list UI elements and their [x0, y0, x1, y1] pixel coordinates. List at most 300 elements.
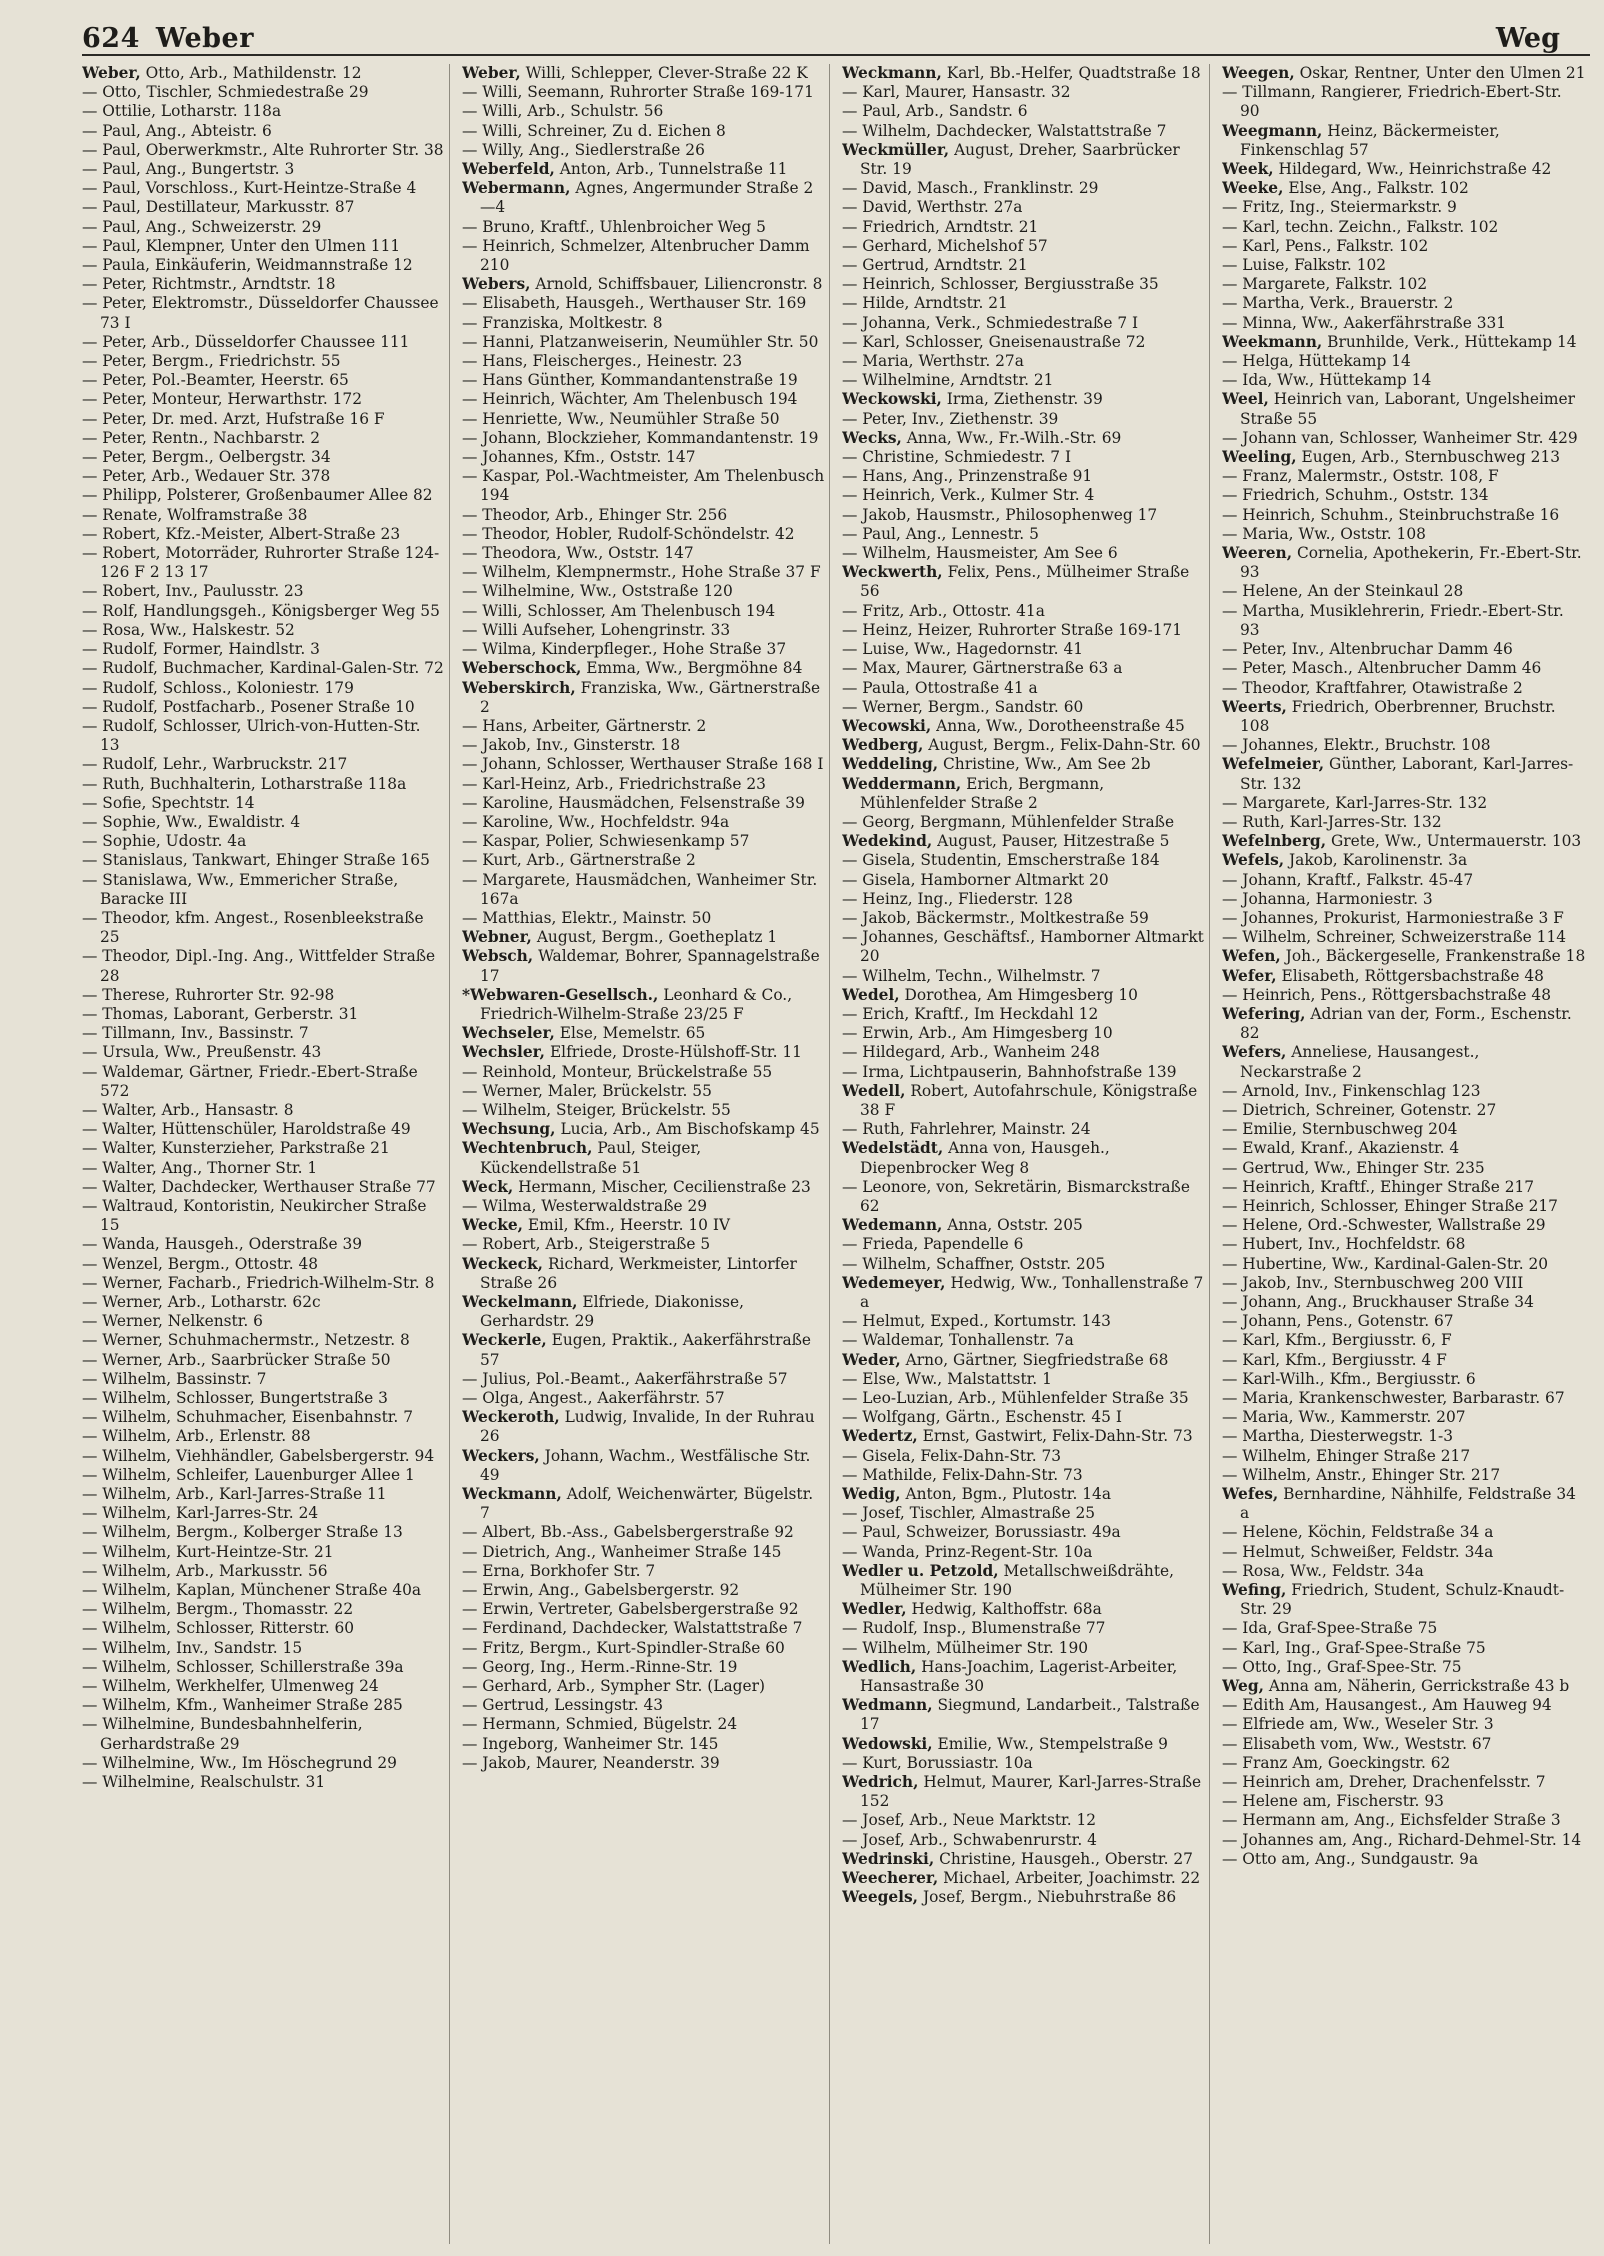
entry-details: Friedrich, Oberbrenner, Bruchstr. 108	[1240, 697, 1556, 735]
entry-details: — Theodora, Ww., Oststr. 147	[462, 544, 694, 563]
entry-details: — Theodor, Kraftfahrer, Otawistraße 2	[1222, 678, 1523, 697]
directory-entry	[842, 1351, 1205, 1370]
entry-surname: Weckers,	[462, 1446, 540, 1465]
entry-details: — Helmut, Schweißer, Feldstr. 34a	[1222, 1542, 1494, 1561]
entry-surname: Weddermann,	[842, 774, 962, 793]
entry-details: — Hans, Arbeiter, Gärtnerstr. 2	[462, 716, 707, 735]
entry-surname: Wedig,	[842, 1485, 901, 1504]
entry-details: Anton, Bgm., Plutostr. 14a	[900, 1485, 1111, 1504]
entry-details: — Rudolf, Schlosser, Ulrich-von-Hutten-Str. 13	[82, 716, 421, 755]
entry-details: — Kaspar, Pol.-Wachtmeister, Am Thelenbusch 194	[462, 467, 825, 505]
entry-details: August, Dreher, Saarbrücker Str. 19	[860, 140, 1180, 179]
entry-surname: Weecherer,	[842, 1869, 939, 1888]
entry-details: — Wenzel, Bergm., Ottostr. 48	[82, 1254, 319, 1273]
directory-entry	[462, 1293, 825, 1331]
entry-details: — Dietrich, Schreiner, Gotenstr. 27	[1222, 1100, 1497, 1119]
directory-entry	[842, 1543, 1205, 1562]
entry-details: — Edith Am, Hausangest., Am Hauweg 94	[1222, 1696, 1552, 1715]
directory-entry	[1222, 1677, 1586, 1696]
entry-details: — Johann van, Schlosser, Wanheimer Str. 429	[1222, 428, 1578, 447]
entry-details: Adolf, Weichenwärter, Bügelstr. 7	[480, 1485, 814, 1523]
entry-details: — Wilhelm, Anstr., Ehinger Str. 217	[1222, 1465, 1501, 1484]
entry-surname: Wedmann,	[842, 1696, 933, 1715]
directory-entry	[462, 1696, 825, 1715]
directory-entry	[462, 83, 825, 102]
entry-details: — Waldemar, Gärtner, Friedr.-Ebert-Straße 572	[82, 1062, 418, 1100]
directory-entry	[1222, 909, 1586, 928]
directory-entry	[842, 1063, 1205, 1082]
entry-details: — Peter, Arb., Düsseldorfer Chaussee 111	[82, 332, 410, 351]
entry-details: — Robert, Kfz.-Meister, Albert-Straße 23	[82, 524, 401, 543]
entry-details: — Wilhelm, Schlosser, Bungertstraße 3	[82, 1389, 388, 1408]
entry-details: — Kaspar, Polier, Schwiesenkamp 57	[462, 832, 750, 851]
entry-details: — Johannes am, Ang., Richard-Dehmel-Str. 14	[1222, 1830, 1582, 1849]
entry-surname: Wefing,	[1222, 1581, 1287, 1600]
entry-details: — Rudolf, Insp., Blumenstraße 77	[842, 1619, 1106, 1638]
directory-entry	[82, 1773, 445, 1792]
entry-details: — Robert, Motorräder, Ruhrorter Straße 124-126 F 2 13 17	[82, 544, 440, 582]
directory-entry	[1222, 1466, 1586, 1485]
directory-entry	[462, 775, 825, 794]
entry-details: Elfriede, Diakonisse, Gerhardstr. 29	[480, 1293, 745, 1331]
directory-entry	[842, 141, 1205, 179]
entry-details: — Ida, Graf-Spee-Straße 75	[1222, 1619, 1438, 1638]
entry-details: — Martha, Diesterwegstr. 1-3	[1222, 1427, 1454, 1446]
directory-entry	[462, 314, 825, 333]
directory-entry	[462, 736, 825, 755]
directory-entry	[842, 1255, 1205, 1274]
directory-entry	[842, 1082, 1205, 1120]
directory-entry	[842, 602, 1205, 621]
entry-details: — Robert, Inv., Paulusstr. 23	[82, 582, 304, 601]
directory-entry	[842, 736, 1205, 755]
entry-details: — Rudolf, Postfacharb., Posener Straße 10	[82, 697, 415, 716]
directory-entry	[842, 832, 1205, 851]
entry-details: — Paul, Klempner, Unter den Ulmen 111	[82, 236, 401, 255]
entry-details: Anna, Ww., Fr.-Wilh.-Str. 69	[901, 428, 1122, 447]
directory-entry	[1222, 1331, 1586, 1350]
directory-entry	[462, 333, 825, 352]
directory-entry	[82, 1466, 445, 1485]
entry-details: — Franz Am, Goeckingstr. 62	[1222, 1753, 1451, 1772]
directory-entry	[82, 1043, 445, 1062]
directory-entry	[462, 1389, 825, 1408]
directory-entry	[82, 659, 445, 678]
entry-details: — Willy, Ang., Siedlerstraße 26	[462, 140, 705, 159]
directory-entry	[462, 851, 825, 870]
directory-entry	[82, 1024, 445, 1043]
directory-entry	[82, 1389, 445, 1408]
directory-entry	[82, 122, 445, 141]
directory-entry	[1222, 986, 1586, 1005]
directory-entry	[82, 1562, 445, 1581]
entry-details: — Gisela, Studentin, Emscherstraße 184	[842, 851, 1160, 870]
directory-entry	[842, 448, 1205, 467]
entry-details: — Werner, Schuhmachermstr., Netzestr. 8	[82, 1331, 410, 1350]
entry-details: — Wilhelm, Arb., Markusstr. 56	[82, 1561, 328, 1580]
entry-surname: Wedemeyer,	[842, 1273, 946, 1292]
directory-entry	[1222, 83, 1586, 121]
entry-details: — Josef, Arb., Schwabenrurstr. 4	[842, 1830, 1097, 1849]
entry-details: Robert, Autofahrschule, Königstraße 38 F	[860, 1081, 1198, 1119]
directory-entry	[462, 160, 825, 179]
directory-entry	[462, 582, 825, 601]
entry-surname: Wefers,	[1222, 1043, 1287, 1062]
entry-surname: Weel,	[1222, 390, 1269, 409]
entry-surname: Weeke,	[1222, 179, 1284, 198]
entry-details: — Elisabeth vom, Ww., Weststr. 67	[1222, 1734, 1492, 1753]
directory-entry	[1222, 1581, 1586, 1619]
entry-details: — Rolf, Handlungsgeh., Königsberger Weg 55	[82, 601, 440, 620]
directory-entry	[842, 1274, 1205, 1312]
directory-entry	[462, 1600, 825, 1619]
directory-entry	[462, 1178, 825, 1197]
directory-entry	[842, 429, 1205, 448]
entry-details: — Peter, Elektromstr., Düsseldorfer Chaussee 73 I	[82, 294, 439, 332]
directory-entry	[1222, 928, 1586, 947]
entry-details: Helmut, Maurer, Karl-Jarres-Straße 152	[860, 1773, 1202, 1811]
entry-details: — Willi, Schreiner, Zu d. Eichen 8	[462, 121, 726, 140]
directory-entry	[1222, 755, 1586, 793]
directory-entry	[82, 141, 445, 160]
directory-entry	[462, 237, 825, 275]
directory-entry	[842, 371, 1205, 390]
directory-entry	[82, 102, 445, 121]
entry-details: — Wolfgang, Gärtn., Eschenstr. 45 I	[842, 1408, 1122, 1427]
entry-details: Günther, Laborant, Karl-Jarres-Str. 132	[1240, 755, 1574, 793]
entry-details: — Hermann am, Ang., Eichsfelder Straße 3	[1222, 1811, 1561, 1830]
entry-details: Else, Memelstr. 65	[554, 1024, 706, 1043]
entry-surname: Wedrinski,	[842, 1849, 935, 1868]
directory-entry	[1222, 1850, 1586, 1869]
directory-entry	[842, 775, 1205, 813]
entry-details: — Georg, Ing., Herm.-Rinne-Str. 19	[462, 1657, 738, 1676]
directory-entry	[462, 909, 825, 928]
entry-details: — Peter, Inv., Ziethenstr. 39	[842, 409, 1059, 428]
entry-surname: Weckwerth,	[842, 563, 943, 582]
directory-entry	[462, 621, 825, 640]
directory-entry	[1222, 1235, 1586, 1254]
entry-details: — Paul, Ang., Schweizerstr. 29	[82, 217, 322, 236]
entry-details: — Albert, Bb.-Ass., Gabelsbergerstraße 92	[462, 1523, 794, 1542]
entry-details: Emilie, Ww., Stempelstraße 9	[932, 1734, 1168, 1753]
entry-surname: Weekmann,	[1222, 332, 1323, 351]
entry-details: — Fritz, Bergm., Kurt-Spindler-Straße 60	[462, 1638, 785, 1657]
directory-entry	[842, 83, 1205, 102]
directory-entry	[82, 698, 445, 717]
entry-details: — Erwin, Vertreter, Gabelsbergerstraße 92	[462, 1600, 799, 1619]
entry-details: Christine, Ww., Am See 2b	[938, 755, 1151, 774]
entry-details: Brunhilde, Verk., Hüttekamp 14	[1322, 332, 1577, 351]
entry-details: — Wilhelm, Bergm., Thomasstr. 22	[82, 1600, 354, 1619]
directory-entry	[842, 256, 1205, 275]
entry-details: Else, Ang., Falkstr. 102	[1283, 179, 1469, 198]
directory-entry	[462, 218, 825, 237]
entry-surname: Weckmüller,	[842, 140, 950, 159]
entry-surname: Wechtenbruch,	[462, 1139, 593, 1158]
directory-entry	[1222, 794, 1586, 813]
directory-entry	[842, 1562, 1205, 1600]
directory-entry	[842, 102, 1205, 121]
entry-surname: Weckmann,	[842, 64, 942, 82]
directory-entry	[82, 1447, 445, 1466]
directory-entry	[842, 871, 1205, 890]
entry-surname: Weerts,	[1222, 697, 1287, 716]
directory-entry	[82, 352, 445, 371]
entry-details: — Paul, Ang., Bungertstr. 3	[82, 160, 295, 179]
entry-details: — Werner, Facharb., Friedrich-Wilhelm-Str. 8	[82, 1273, 435, 1292]
entry-details: Michael, Arbeiter, Joachimstr. 22	[938, 1869, 1201, 1888]
entry-details: — Peter, Bergm., Friedrichstr. 55	[82, 352, 341, 371]
entry-surname: Wechsler,	[462, 1043, 546, 1062]
entry-details: — Else, Ww., Malstattstr. 1	[842, 1369, 1052, 1388]
entry-details: — Irma, Lichtpauserin, Bahnhofstraße 139	[842, 1062, 1177, 1081]
entry-details: Christine, Hausgeh., Oberstr. 27	[934, 1849, 1193, 1868]
directory-entry	[82, 1677, 445, 1696]
entry-details: — Wilhelm, Schuhmacher, Eisenbahnstr. 7	[82, 1408, 414, 1427]
entry-details: — Paul, Schweizer, Borussiastr. 49a	[842, 1523, 1121, 1542]
entry-details: — Otto am, Ang., Sundgaustr. 9a	[1222, 1849, 1479, 1868]
directory-entry	[842, 909, 1205, 928]
directory-entry	[82, 986, 445, 1005]
directory-entry	[82, 371, 445, 390]
directory-entry	[842, 851, 1205, 870]
directory-entry	[82, 1754, 445, 1773]
directory-entry	[82, 1101, 445, 1120]
entry-surname: Weegmann,	[1222, 121, 1323, 140]
entry-surname: Weber,	[82, 64, 141, 82]
directory-entry	[842, 1427, 1205, 1446]
directory-entry	[1222, 659, 1586, 678]
entry-surname: Wedrich,	[842, 1773, 919, 1792]
directory-entry	[1222, 1293, 1586, 1312]
entry-details: — Willi, Schlosser, Am Thelenbusch 194	[462, 601, 776, 620]
entry-details: — Heinrich, Pens., Röttgersbachstraße 48	[1222, 985, 1551, 1004]
entry-details: Elisabeth, Röttgersbachstraße 48	[1276, 966, 1544, 985]
entry-details: — Stanislaus, Tankwart, Ehinger Straße 165	[82, 851, 430, 870]
entry-surname: Weckeck,	[462, 1254, 544, 1273]
entry-surname: Weck,	[462, 1177, 514, 1196]
directory-entry	[82, 1543, 445, 1562]
entry-details: — Hermann, Schmied, Bügelstr. 24	[462, 1715, 738, 1734]
directory-entry	[842, 506, 1205, 525]
directory-entry	[462, 410, 825, 429]
directory-entry	[462, 179, 825, 217]
directory-entry	[1222, 1562, 1586, 1581]
entry-details: Heinrich van, Laborant, Ungelsheimer Straße 55	[1240, 390, 1575, 428]
entry-details: — Paula, Einkäuferin, Weidmannstraße 12	[82, 256, 413, 275]
entry-details: — Wanda, Hausgeh., Oderstraße 39	[82, 1235, 363, 1254]
entry-details: — Ida, Ww., Hüttekamp 14	[1222, 371, 1432, 390]
directory-entry	[842, 1139, 1205, 1177]
directory-entry	[462, 1139, 825, 1177]
entry-details: — Reinhold, Monteur, Brückelstraße 55	[462, 1062, 773, 1081]
directory-entry	[842, 1216, 1205, 1235]
directory-entry	[1222, 64, 1586, 83]
directory-entry	[1222, 582, 1586, 601]
entry-surname: Weckeroth,	[462, 1408, 560, 1427]
entry-surname: Weckerle,	[462, 1331, 547, 1350]
entry-details: — Wilhelm, Viehhändler, Gabelsbergerstr. 94	[82, 1446, 435, 1465]
directory-entry	[1222, 1408, 1586, 1427]
directory-entry	[82, 1159, 445, 1178]
directory-entry	[82, 1696, 445, 1715]
entry-details: — Johann, Kraftf., Falkstr. 45-47	[1222, 870, 1474, 889]
entry-details: — Wilma, Westerwaldstraße 29	[462, 1196, 708, 1215]
entry-surname: *Webwaren-Gesellsch.,	[462, 985, 659, 1004]
entry-details: Anneliese, Hausangest., Neckarstraße 2	[1240, 1043, 1480, 1081]
entry-details: — Wilhelmine, Ww., Im Höschegrund 29	[82, 1753, 397, 1772]
entry-details: — Fritz, Arb., Ottostr. 41a	[842, 601, 1045, 620]
entry-details: — Johanna, Harmoniestr. 3	[1222, 889, 1433, 908]
entry-details: Bernhardine, Nähhilfe, Feldstraße 34 a	[1240, 1485, 1576, 1523]
directory-entry	[842, 698, 1205, 717]
directory-entry	[462, 1063, 825, 1082]
directory-entry	[82, 1504, 445, 1523]
directory-entry	[1222, 1831, 1586, 1850]
entry-details: — Karl, Pens., Falkstr. 102	[1222, 236, 1429, 255]
entry-details: — Werner, Arb., Lotharstr. 62c	[82, 1293, 321, 1311]
entry-details: — Peter, Richtmstr., Arndtstr. 18	[82, 275, 336, 294]
entry-details: — Johannes, Geschäftsf., Hamborner Altmarkt 20	[842, 928, 1204, 966]
entry-details: — Helene, Köchin, Feldstraße 34 a	[1222, 1523, 1494, 1542]
entry-details: Siegmund, Landarbeit., Talstraße 17	[860, 1696, 1200, 1734]
entry-surname: Wefelnberg,	[1222, 832, 1327, 851]
entry-details: — Karl, Ing., Graf-Spee-Straße 75	[1222, 1638, 1486, 1657]
entry-details: — Johanna, Verk., Schmiedestraße 7 I	[842, 313, 1139, 332]
directory-entry	[462, 448, 825, 467]
directory-entry	[82, 1331, 445, 1350]
entry-details: — Gertrud, Ww., Ehinger Str. 235	[1222, 1158, 1485, 1177]
directory-entry	[462, 871, 825, 909]
entry-surname: Wefering,	[1222, 1004, 1306, 1023]
entry-details: — Theodor, kfm. Angest., Rosenbleekstraße 25	[82, 908, 424, 947]
directory-entry	[842, 890, 1205, 909]
directory-entry	[842, 1754, 1205, 1773]
entry-surname: Weg,	[1222, 1677, 1264, 1696]
directory-entry	[462, 64, 825, 83]
page-number: 624	[82, 23, 140, 54]
entry-details: — Wilhelm, Mülheimer Str. 190	[842, 1638, 1089, 1657]
entry-details: — Leonore, von, Sekretärin, Bismarckstraße 62	[842, 1177, 1190, 1215]
directory-entry	[1222, 1351, 1586, 1370]
entry-details: — Karl, Maurer, Hansastr. 32	[842, 83, 1071, 102]
directory-entry	[842, 986, 1205, 1005]
directory-entry	[82, 1715, 445, 1753]
entry-details: — Wilhelm, Werkhelfer, Ulmenweg 24	[82, 1677, 379, 1696]
directory-entry	[82, 602, 445, 621]
entry-details: — Jakob, Bäckermstr., Moltkestraße 59	[842, 908, 1149, 927]
directory-entry	[1222, 1447, 1586, 1466]
entry-details: Paul, Steiger, Kückendellstraße 51	[480, 1139, 702, 1177]
entry-details: Erich, Bergmann, Mühlenfelder Straße 2	[860, 774, 1105, 812]
directory-entry	[1222, 1274, 1586, 1293]
directory-entry	[1222, 1792, 1586, 1811]
entry-details: — Helmut, Exped., Kortumstr. 143	[842, 1312, 1111, 1331]
entry-details: Josef, Bergm., Niebuhrstraße 86	[918, 1888, 1177, 1907]
directory-entry	[1222, 1005, 1586, 1043]
entry-details: Emil, Kfm., Heerstr. 10 IV	[523, 1216, 731, 1235]
directory-entry	[82, 198, 445, 217]
directory-entry	[842, 1869, 1205, 1888]
directory-entry	[82, 506, 445, 525]
entry-details: — Hildegard, Arb., Wanheim 248	[842, 1043, 1100, 1062]
directory-entry	[462, 102, 825, 121]
entry-details: — Walter, Hüttenschüler, Haroldstraße 49	[82, 1120, 411, 1139]
entry-details: — Paul, Oberwerkmstr., Alte Ruhrorter Str. 38	[82, 140, 444, 159]
directory-entry	[82, 947, 445, 985]
entry-details: Anna, Ww., Dorotheenstraße 45	[931, 716, 1185, 735]
entry-details: — Paul, Ang., Lennestr. 5	[842, 524, 1039, 543]
entry-details: — Peter, Monteur, Herwarthstr. 172	[82, 390, 362, 409]
entry-details: — Wilhelm, Schaffner, Oststr. 205	[842, 1254, 1106, 1273]
directory-entry	[1222, 314, 1586, 333]
directory-entry	[842, 1485, 1205, 1504]
directory-entry	[82, 794, 445, 813]
entry-details: — Heinrich, Wächter, Am Thelenbusch 194	[462, 390, 798, 409]
directory-entry	[842, 1024, 1205, 1043]
entry-details: — Martha, Verk., Brauerstr. 2	[1222, 294, 1454, 313]
entry-details: — Johann, Ang., Bruckhauser Straße 34	[1222, 1293, 1534, 1311]
directory-entry	[842, 1735, 1205, 1754]
entry-details: — Hans Günther, Kommandantenstraße 19	[462, 371, 798, 390]
entry-surname: Wedertz,	[842, 1427, 918, 1446]
entry-details: — Christine, Schmiedestr. 7 I	[842, 448, 1072, 467]
directory-entry	[1222, 1159, 1586, 1178]
entry-details: — Wilhelm, Techn., Wilhelmstr. 7	[842, 966, 1101, 985]
directory-entry	[1222, 448, 1586, 467]
entry-details: — Willi, Seemann, Ruhrorter Straße 169-171	[462, 83, 814, 102]
directory-entry	[1222, 1523, 1586, 1542]
directory-entry	[82, 1120, 445, 1139]
directory-entry	[82, 294, 445, 332]
entry-details: — Mathilde, Felix-Dahn-Str. 73	[842, 1465, 1083, 1484]
entry-surname: Weeren,	[1222, 544, 1293, 563]
directory-entry	[842, 621, 1205, 640]
entry-details: — Stanislawa, Ww., Emmericher Straße, Baracke III	[82, 870, 399, 908]
directory-entry	[842, 1619, 1205, 1638]
directory-entry	[82, 1581, 445, 1600]
entry-details: — Paul, Ang., Abteistr. 6	[82, 121, 272, 140]
entry-details: — Sofie, Spechtstr. 14	[82, 793, 255, 812]
entry-details: Jakob, Karolinenstr. 3a	[1284, 851, 1468, 870]
entry-details: — Philipp, Polsterer, Großenbaumer Allee 82	[82, 486, 433, 505]
entry-details: — Heinz, Ing., Fliederstr. 128	[842, 889, 1073, 908]
directory-entry	[462, 1754, 825, 1773]
directory-entry	[462, 1562, 825, 1581]
directory-entry	[842, 1504, 1205, 1523]
entry-details: — Peter, Masch., Altenbrucher Damm 46	[1222, 659, 1542, 678]
entry-details: — Luise, Ww., Hagedornstr. 41	[842, 640, 1084, 659]
directory-entry	[462, 1101, 825, 1120]
directory-entry	[842, 1831, 1205, 1850]
directory-entry	[1222, 371, 1586, 390]
entry-details: — Wilhelm, Schlosser, Schillerstraße 39a	[82, 1657, 404, 1676]
directory-entry	[462, 1581, 825, 1600]
directory-entry	[842, 679, 1205, 698]
directory-entry	[82, 1293, 445, 1312]
directory-entry	[1222, 1811, 1586, 1830]
entry-details: — Martha, Musiklehrerin, Friedr.-Ebert-Str. 93	[1222, 601, 1564, 639]
entry-details: — Elisabeth, Hausgeh., Werthauser Str. 169	[462, 294, 807, 313]
entry-details: — Jakob, Inv., Ginsterstr. 18	[462, 736, 681, 755]
directory-entry	[1222, 1696, 1586, 1715]
entry-details: — Wilhelm, Hausmeister, Am See 6	[842, 544, 1118, 563]
entry-details: — Heinrich, Schlosser, Bergiusstraße 35	[842, 275, 1159, 294]
entry-details: — Hanni, Platzanweiserin, Neumühler Str. 50	[462, 332, 819, 351]
directory-entry	[82, 1197, 445, 1235]
directory-entry	[1222, 679, 1586, 698]
